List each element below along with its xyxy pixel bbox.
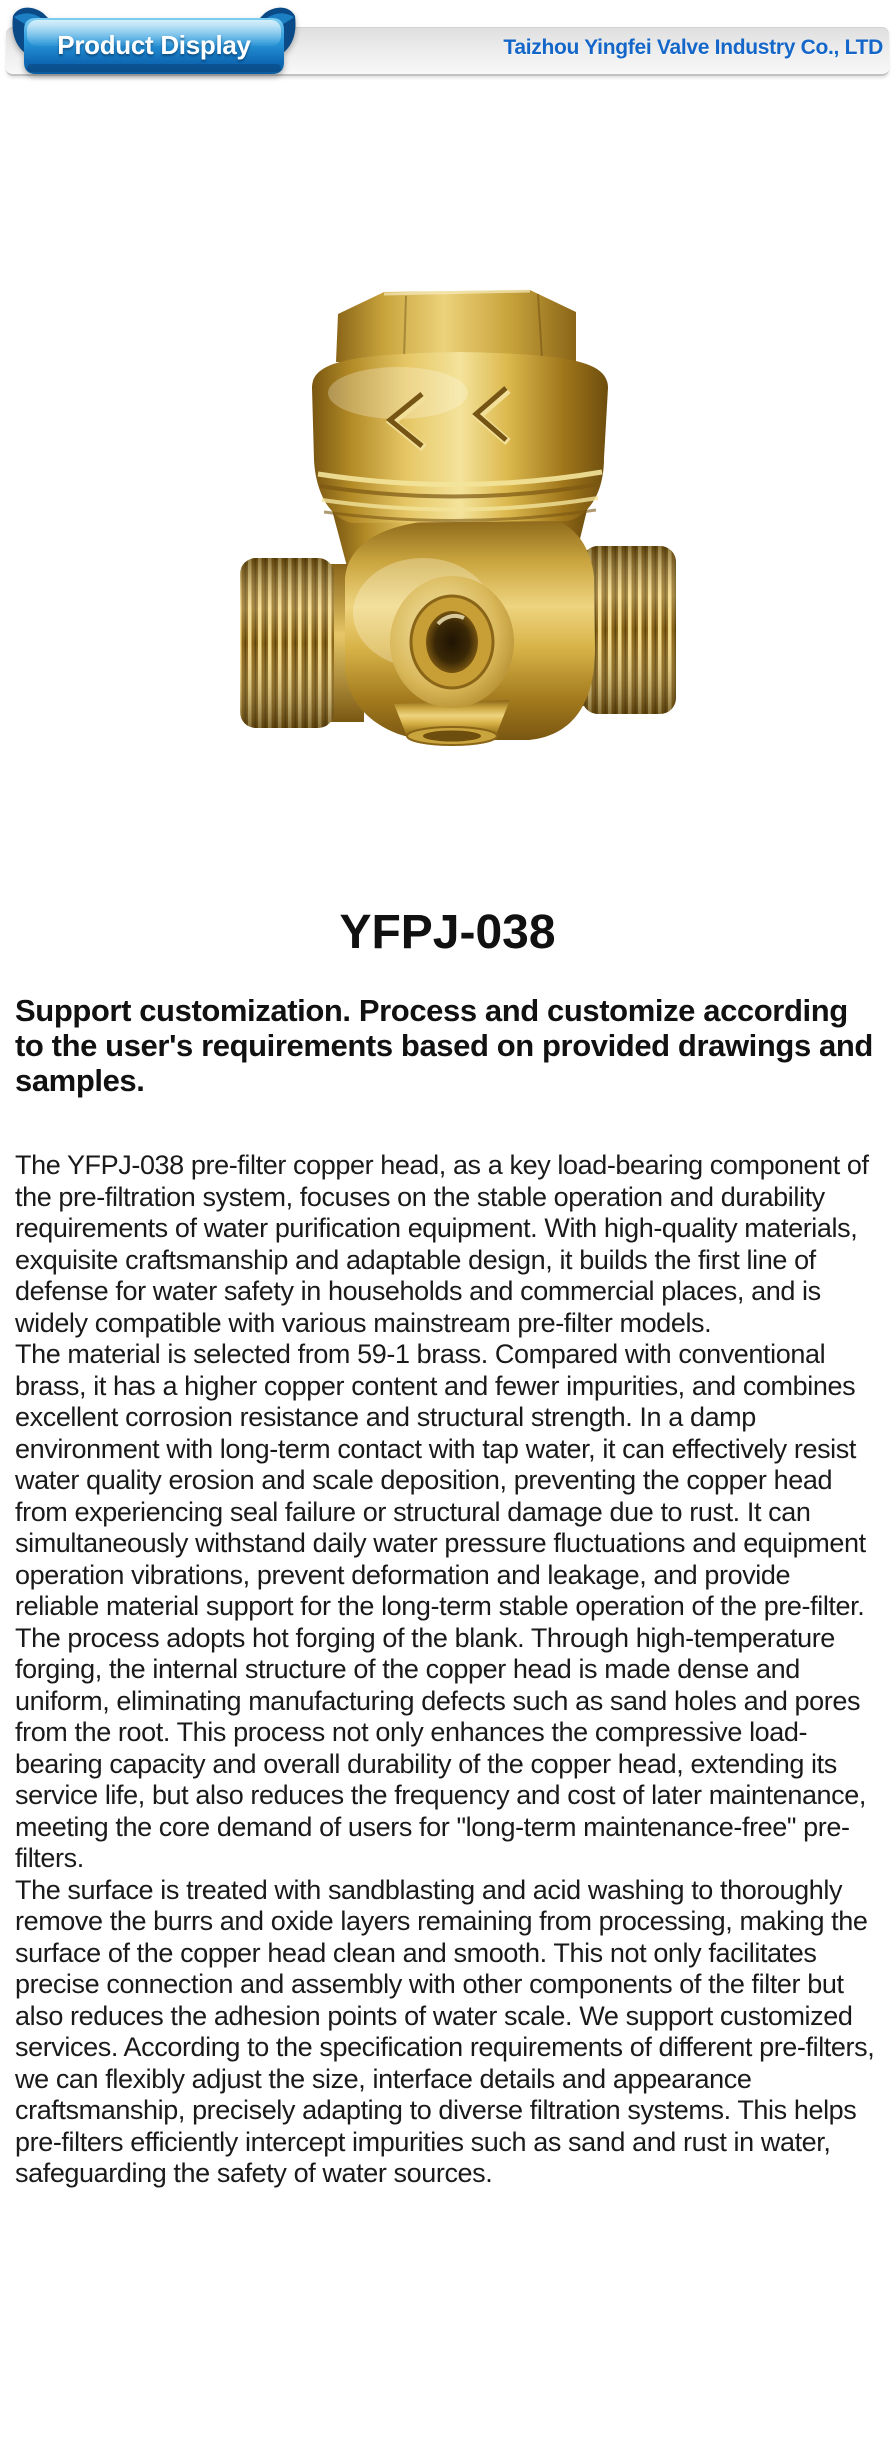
valve-hex-cap [336, 290, 576, 362]
description-paragraph-surface: The surface is treated with sandblasting and acid washing to thoroughly remove the burrs and oxide layers remaining from processing, making the surface of the copper head clean and smooth. This not only facilitates precise connection and assembly with other components of the filter but also reduces the adhesion points of water scale. We support customized services. According to the specification requirements of different pre-filters, we can flexibly adjust the size, interface details and appearance craftsmanship, precisely adapting to diverse filtration systems. This helps pre-filters efficiently intercept impurities such as sand and rust in water, safeguarding the safety of water sources. [15, 1874, 875, 2188]
brass-valve-illustration [238, 288, 678, 746]
description-paragraph-overview: The YFPJ-038 pre-filter copper head, as a key load-bearing component of the pre-filtration system, focuses on the stable operation and durability requirements of water purification equipment. With high-quality materials, exquisite craftsmanship and adaptable design, it builds the first line of defense for water safety in households and commercial places, and is widely compatible with various mainstream pre-filter models. [15, 1150, 869, 1338]
description-paragraph-process: The process adopts hot forging of the blank. Through high-temperature forging, the internal structure of the copper head is made dense and uniform, eliminating manufacturing defects such as sand holes and pores from the root. This process not only enhances the compressive load-bearing capacity and overall durability of the copper head, extending its service life, but also reduces the frequency and cost of later maintenance, meeting the core demand of users for "long-term maintenance-free" pre-filters. [15, 1622, 866, 1873]
product-model-title: YFPJ-038 [339, 906, 556, 959]
product-description [15, 1150, 879, 2190]
valve-collar [312, 352, 608, 523]
valve-left-thread [240, 558, 334, 728]
page-header [0, 0, 895, 90]
valve-center-port [390, 576, 514, 708]
product-photo [238, 288, 678, 746]
valve-right-thread [582, 546, 676, 714]
customization-subtitle: Support customization. Process and customize according to the user's requirements based on provided drawings and samples. [15, 993, 873, 1098]
product-display-ribbon [4, 0, 304, 84]
ribbon-title: Product Display [57, 30, 251, 60]
description-paragraph-material: The material is selected from 59-1 brass. Compared with conventional brass, it has a higher copper content and fewer impurities, and combines excellent corrosion resistance and structural strength. In a damp environment with long-term contact with tap water, it can effectively resist water quality erosion and scale deposition, preventing the copper head from experiencing seal failure or structural damage due to rust. It can simultaneously withstand daily water pressure fluctuations and equipment operation vibrations, prevent deformation and leakage, and provide reliable material support for the long-term stable operation of the pre-filter. [15, 1339, 866, 1621]
company-name: Taizhou Yingfei Valve Industry Co., LTD [503, 36, 883, 59]
